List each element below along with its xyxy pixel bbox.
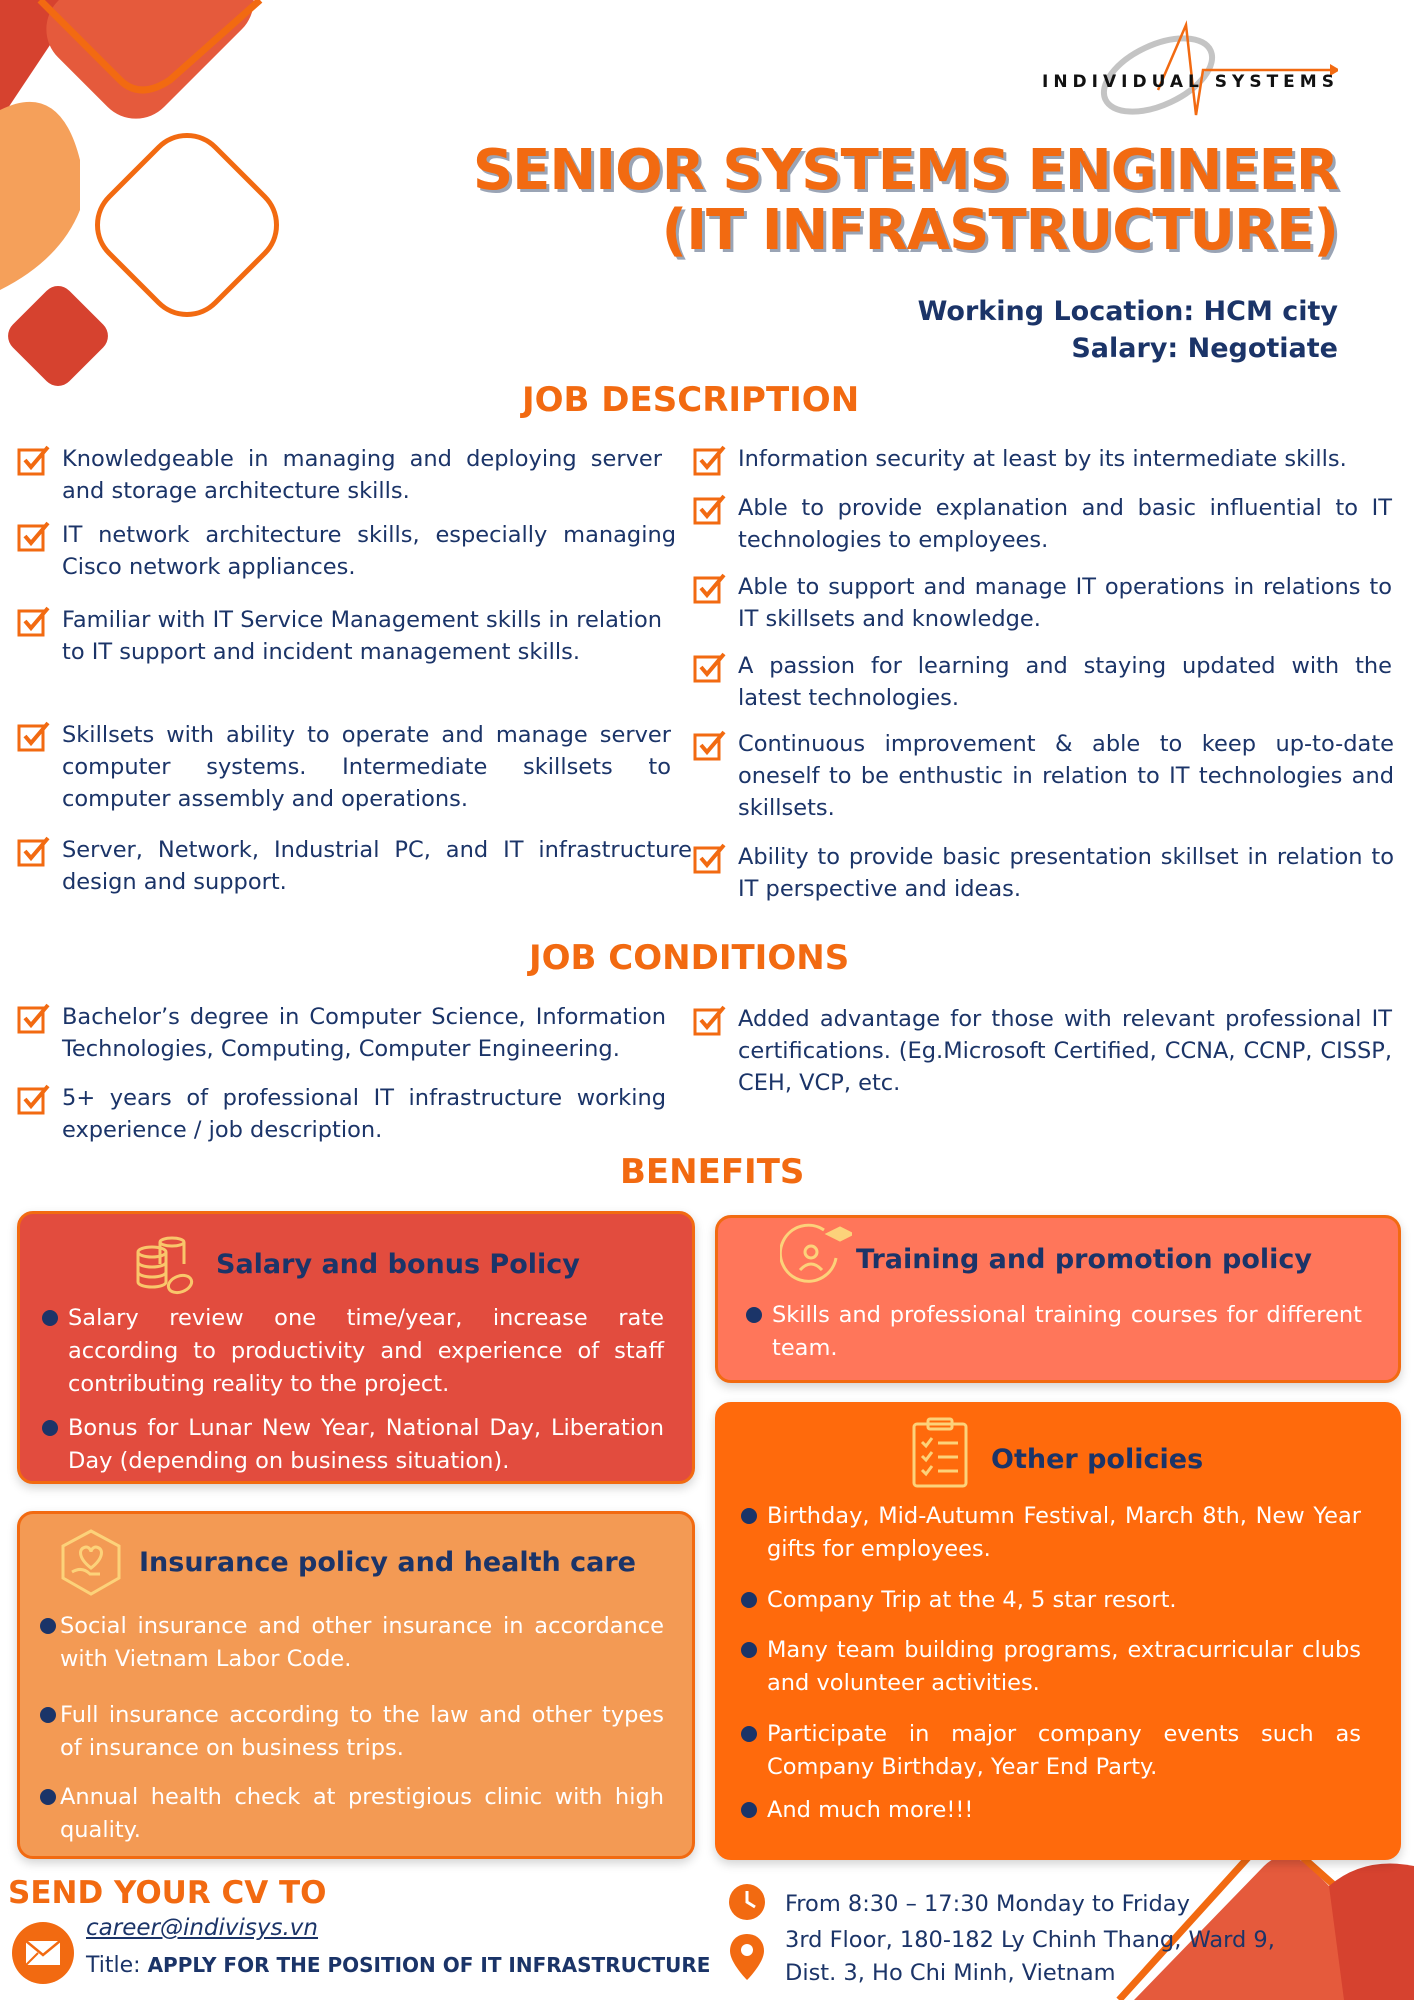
insurance-bullet xyxy=(40,1699,664,1765)
checkbox-icon xyxy=(16,1001,50,1035)
checkbox-icon xyxy=(692,443,726,477)
mail-icon xyxy=(12,1922,74,1984)
bullet-dot xyxy=(42,1420,58,1436)
jd-left-text: Familiar with IT Service Management skills in relation to IT support and incident management skills. xyxy=(62,607,662,665)
other-bullet-text: Birthday, Mid-Autumn Festival, March 8th, New Year gifts for employees. xyxy=(767,1503,1361,1562)
jd-left-item xyxy=(16,834,692,898)
jd-right-item xyxy=(692,443,1392,477)
jc-right-item xyxy=(692,1003,1392,1099)
bullet-dot xyxy=(746,1307,762,1323)
salary-bullet xyxy=(42,1412,664,1478)
jd-left-item xyxy=(16,519,676,583)
jd-right-text: Information security at least by its intermediate skills. xyxy=(738,446,1347,472)
other-bullet xyxy=(741,1794,1361,1827)
jd-right-item xyxy=(692,492,1392,556)
insurance-bullet-text: Annual health check at prestigious clinic with high quality. xyxy=(60,1784,664,1843)
bullet-dot xyxy=(741,1802,757,1818)
other-bullet-text: Participate in major company events such as Company Birthday, Year End Party. xyxy=(767,1721,1361,1780)
clock-icon xyxy=(728,1883,766,1921)
job-conditions-heading: JOB CONDITIONS xyxy=(529,938,850,978)
insurance-bullet-text: Social insurance and other insurance in accordance with Vietnam Labor Code. xyxy=(60,1613,664,1672)
jd-left-text: IT network architecture skills, especially managing Cisco network appliances. xyxy=(62,522,676,580)
job-description-heading: JOB DESCRIPTION xyxy=(522,380,860,420)
jd-left-item xyxy=(16,443,662,507)
salary-bullet xyxy=(42,1302,664,1401)
address-line-2: Dist. 3, Ho Chi Minh, Vietnam xyxy=(785,1960,1116,1986)
checkbox-icon xyxy=(16,1082,50,1116)
other-bullet xyxy=(741,1584,1361,1617)
other-bullet xyxy=(741,1500,1361,1566)
location-pin-icon xyxy=(728,1932,766,1982)
salary-bullet-text: Bonus for Lunar New Year, National Day, Liberation Day (depending on business situation). xyxy=(68,1415,664,1474)
cv-email-link[interactable]: career@indivisys.vn xyxy=(86,1915,318,1941)
insurance-bullet xyxy=(40,1610,664,1676)
other-policies-title: Other policies xyxy=(991,1444,1204,1475)
jc-left-text: Bachelor’s degree in Computer Science, Information Technologies, Computing, Computer Engineering. xyxy=(62,1004,666,1062)
job-title-line-2: (IT INFRASTRUCTURE) xyxy=(661,198,1338,263)
checkbox-icon xyxy=(16,834,50,868)
checkbox-icon xyxy=(692,1003,726,1037)
checkbox-icon xyxy=(692,650,726,684)
jc-left-item xyxy=(16,1001,666,1065)
jd-right-item xyxy=(692,650,1392,714)
cv-email-title xyxy=(86,1953,710,1978)
jd-right-text: Continuous improvement & able to keep up-to-date oneself to be enthustic in relation to IT technologies and skillsets. xyxy=(738,731,1394,821)
salary-bonus-title: Salary and bonus Policy xyxy=(216,1249,580,1280)
jd-right-text: Able to support and manage IT operations in relations to IT skillsets and knowledge. xyxy=(738,574,1392,632)
decorative-shapes-bottom-right xyxy=(1114,1846,1414,2000)
checkbox-icon xyxy=(692,728,726,762)
bullet-dot xyxy=(741,1642,757,1658)
checkbox-icon xyxy=(692,841,726,875)
training-bullet xyxy=(746,1299,1362,1365)
company-logo xyxy=(1038,20,1338,120)
bullet-dot xyxy=(40,1789,56,1805)
bullet-dot xyxy=(741,1592,757,1608)
cv-title-value: APPLY FOR THE POSITION OF IT INFRASTRUCTURE xyxy=(147,1953,711,1977)
logo-text: INDIVIDUAL SYSTEMS xyxy=(1042,72,1339,92)
bullet-dot xyxy=(40,1618,56,1634)
cv-title-label: Title: xyxy=(86,1953,141,1978)
training-promotion-title: Training and promotion policy xyxy=(856,1244,1313,1275)
jc-right-text: Added advantage for those with relevant professional IT certifications. (Eg.Microsoft Certified, CCNA, CCNP, CISSP, CEH, VCP, etc. xyxy=(738,1006,1392,1096)
checkbox-icon xyxy=(16,719,50,753)
jd-right-item xyxy=(692,571,1392,635)
checkbox-icon xyxy=(692,571,726,605)
jd-left-text: Server, Network, Industrial PC, and IT infrastructure design and support. xyxy=(62,837,692,895)
decorative-shapes-top-left xyxy=(0,0,320,400)
jd-left-item xyxy=(16,604,662,668)
insurance-title: Insurance policy and health care xyxy=(139,1547,636,1578)
jd-left-text: Skillsets with ability to operate and manage server computer systems. Intermediate skillsets to computer assembly and operations. xyxy=(62,722,671,812)
other-bullet-text: And much more!!! xyxy=(767,1797,974,1823)
salary-info: Salary: Negotiate xyxy=(1071,333,1338,364)
benefits-heading: BENEFITS xyxy=(620,1152,805,1192)
bullet-dot xyxy=(741,1508,757,1524)
checkbox-icon xyxy=(16,604,50,638)
bullet-dot xyxy=(741,1726,757,1742)
training-bullet-text: Skills and professional training courses for different team. xyxy=(772,1302,1362,1361)
jd-right-text: Able to provide explanation and basic influential to IT technologies to employees. xyxy=(738,495,1392,553)
jd-left-text: Knowledgeable in managing and deploying server and storage architecture skills. xyxy=(62,446,662,504)
checkbox-icon xyxy=(16,443,50,477)
checkbox-icon xyxy=(16,519,50,553)
clipboard-icon xyxy=(910,1416,970,1488)
jd-right-text: A passion for learning and staying updated with the latest technologies. xyxy=(738,653,1392,711)
coins-icon xyxy=(126,1230,198,1302)
other-bullet-text: Company Trip at the 4, 5 star resort. xyxy=(767,1587,1177,1613)
jd-left-item xyxy=(16,719,671,815)
job-title-line-1: SENIOR SYSTEMS ENGINEER xyxy=(472,138,1338,203)
checkbox-icon xyxy=(692,492,726,526)
bullet-dot xyxy=(42,1310,58,1326)
address-line-1: 3rd Floor, 180-182 Ly Chinh Thang, Ward 9, xyxy=(785,1927,1275,1953)
jd-right-item xyxy=(692,728,1394,824)
send-cv-heading: SEND YOUR CV TO xyxy=(8,1875,327,1911)
other-bullet-text: Many team building programs, extracurricular clubs and volunteer activities. xyxy=(767,1637,1361,1696)
working-location: Working Location: HCM city xyxy=(917,296,1338,327)
salary-bullet-text: Salary review one time/year, increase rate according to productivity and experience of staff contributing reality to the project. xyxy=(68,1305,664,1397)
insurance-bullet xyxy=(40,1781,664,1847)
jc-left-text: 5+ years of professional IT infrastructure working experience / job description. xyxy=(62,1085,666,1143)
working-hours: From 8:30 – 17:30 Monday to Friday xyxy=(785,1891,1190,1917)
other-bullet xyxy=(741,1634,1361,1700)
bullet-dot xyxy=(40,1707,56,1723)
jd-right-text: Ability to provide basic presentation skillset in relation to IT perspective and ideas. xyxy=(738,844,1394,902)
jc-left-item xyxy=(16,1082,666,1146)
other-bullet xyxy=(741,1718,1361,1784)
insurance-bullet-text: Full insurance according to the law and other types of insurance on business trips. xyxy=(60,1702,664,1761)
graduate-icon xyxy=(780,1222,852,1288)
jd-right-item xyxy=(692,841,1394,905)
heart-hand-icon xyxy=(56,1528,126,1598)
